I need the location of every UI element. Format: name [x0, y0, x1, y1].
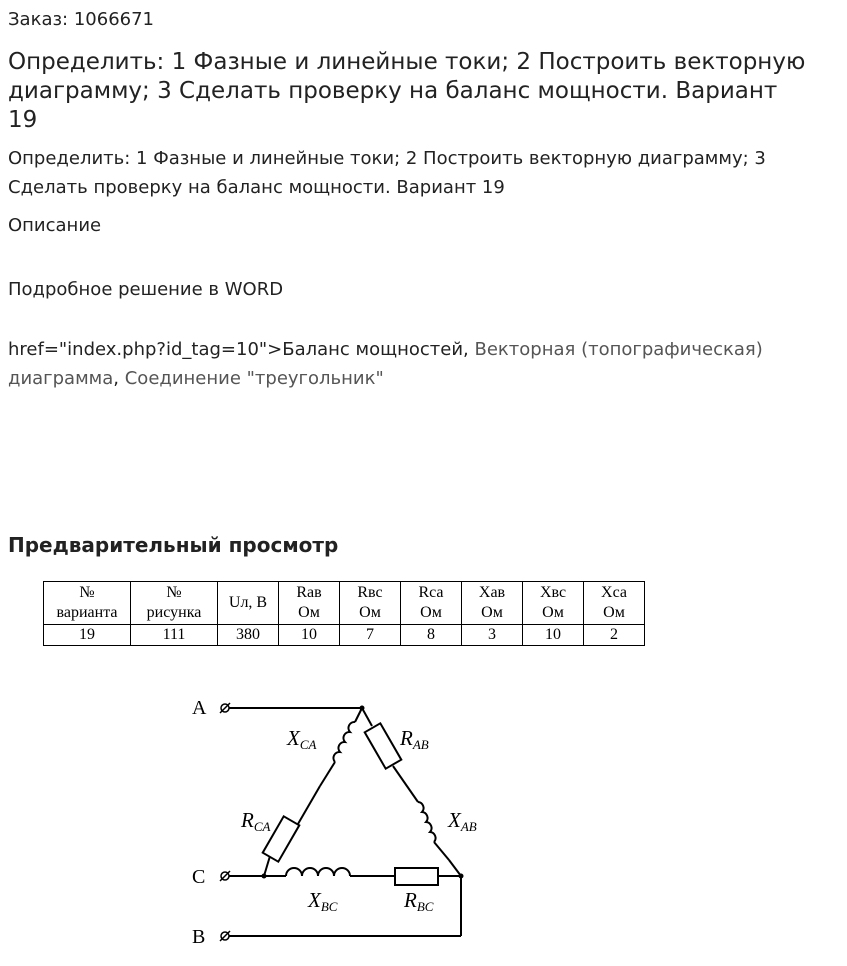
task-summary: Определить: 1 Фазные и линейные токи; 2 Построить векторную диаграмму; 3 Сделать проверку на баланс мощности. Вариант 19 — [8, 148, 766, 198]
description-heading: Описание — [8, 215, 102, 236]
junction-node — [459, 874, 464, 879]
tag-prefix-text: href="index.php?id_tag=10">Баланс мощностей — [8, 339, 464, 360]
tag-separator: , — [463, 339, 475, 360]
preview-heading: Предварительный просмотр — [8, 533, 339, 557]
table-header-cell: Rав Ом — [279, 582, 340, 625]
label-rab: $R_{AB}$ — [400, 726, 429, 752]
table-header-cell: Uл, В — [218, 582, 279, 625]
tag-separator: , — [113, 368, 125, 389]
table-header-cell: Xвс Ом — [523, 582, 584, 625]
parameters-table — [43, 581, 645, 646]
table-header-cell: Xса Ом — [584, 582, 645, 625]
table-header-cell: Xав Ом — [462, 582, 523, 625]
table-cell-variant: 19 — [44, 625, 131, 646]
tag-link-delta-connection[interactable]: Соединение "треугольник" — [124, 368, 384, 389]
order-value: 1066671 — [73, 9, 155, 30]
table-cell-voltage: 380 — [218, 625, 279, 646]
label-xca: $X_{CA}$ — [287, 726, 317, 752]
tag-list — [8, 335, 838, 393]
table-header-cell: № варианта — [44, 582, 131, 625]
node-label-c: C — [192, 866, 206, 888]
table-header-cell: № рисунка — [131, 582, 218, 625]
table-cell-rab: 10 — [279, 625, 340, 646]
label-xab: $X_{AB}$ — [448, 808, 477, 834]
junction-node — [360, 706, 365, 711]
junction-node — [262, 874, 267, 879]
label-rbc: $R_{BC}$ — [404, 888, 434, 914]
table-header-row — [44, 582, 645, 625]
table-cell-xbc: 10 — [523, 625, 584, 646]
circuit-diagram — [180, 690, 500, 952]
table-header-cell: Rса Ом — [401, 582, 462, 625]
tag-link-vector-diagram[interactable]: Векторная (топографическая) диаграмма — [8, 339, 763, 389]
label-rca: $R_{CA}$ — [241, 808, 271, 834]
node-label-a: A — [192, 697, 207, 719]
table-cell-xca: 2 — [584, 625, 645, 646]
table-cell-xab: 3 — [462, 625, 523, 646]
table-row — [44, 625, 645, 646]
order-number — [8, 9, 154, 30]
node-label-b: B — [192, 926, 206, 948]
table-cell-rca: 8 — [401, 625, 462, 646]
table-header-cell: Rвс Ом — [340, 582, 401, 625]
resistor-rbc — [395, 868, 438, 885]
resistor-rab — [365, 723, 402, 768]
table-cell-figure: 111 — [131, 625, 218, 646]
page-title: Определить: 1 Фазные и линейные токи; 2 Построить векторную диаграмму; 3 Сделать проверку на баланс мощности. Вариант 19 — [8, 49, 806, 133]
label-xbc: $X_{BC}$ — [308, 888, 338, 914]
order-label: Заказ: — [8, 9, 69, 30]
table-cell-rbc: 7 — [340, 625, 401, 646]
description-text: Подробное решение в WORD — [8, 279, 284, 300]
